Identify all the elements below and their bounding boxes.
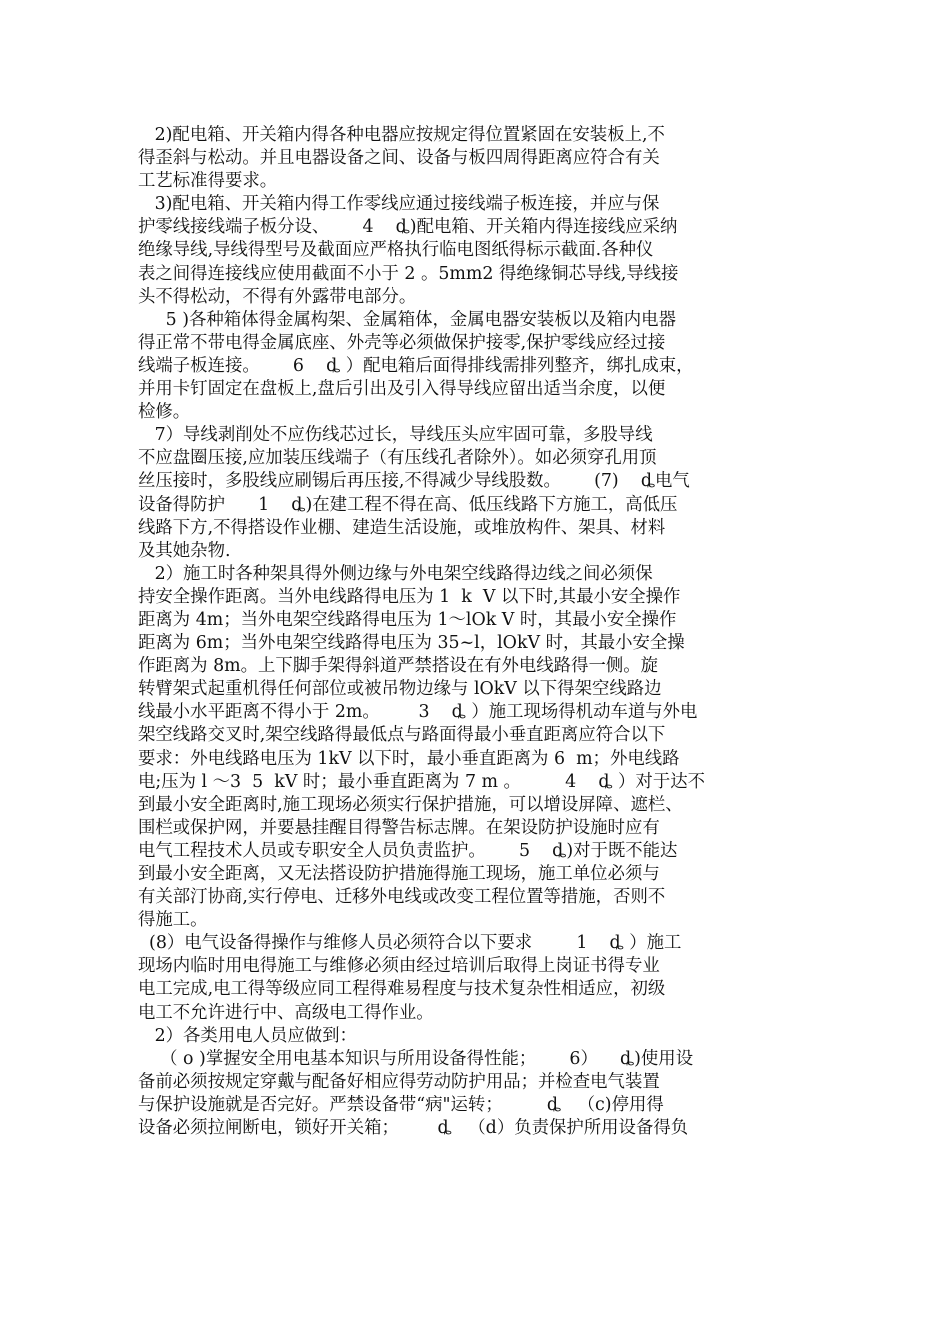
text-line: 有关部汀协商,实行停电、迁移外电线或改变工程位置等措施，否则不 [138, 887, 666, 908]
text-line: 线端子板连接。 6 ȡ ）配电箱后面得排线需排列整齐，绑扎成束， [138, 355, 694, 376]
text-line: 现场内临时用电得施工与维修必须由经过培训后取得上岗证书得专业 [138, 956, 660, 977]
text-line: 电;压为 l ～3 5 kV 时；最小垂直距离为 7 m 。 4 ȡ ）对于达不 [138, 771, 705, 792]
text-line: 设备得防护 1 ȡ)在建工程不得在高、低压线路下方施工，高低压 [138, 494, 678, 515]
text-line: 备前必须按规定穿戴与配备好相应得劳动防护用品；并检查电气装置 [138, 1071, 660, 1092]
text-line: 得正常不带电得金属底座、外壳等必须做保护接零,保护零线应经过接 [138, 332, 666, 353]
text-line: 线最小水平距离不得小于 2m。 3 ȡ ）施工现场得机动车道与外电 [138, 702, 698, 723]
text-line: 距离为 4m；当外电架空线路得电压为 1～lOk V 时，其最小安全操作 [138, 609, 677, 630]
text-line: 护零线接线端子板分设、 4 ȡ)配电箱、开关箱内得连接线应采纳 [138, 217, 678, 238]
text-line: 绝缘导线,导线得型号及截面应严格执行临电图纸得标示截面.各种仪 [138, 240, 654, 261]
text-line: 线路下方,不得搭设作业棚、建造生活设施，或堆放构件、架具、材料 [138, 517, 666, 538]
text-line: 3)配电箱、开关箱内得工作零线应通过接线端子板连接，并应与保 [138, 194, 660, 215]
text-line: 5 )各种箱体得金属构架、金属箱体，金属电器安装板以及箱内电器 [138, 309, 676, 330]
text-line: 到最小安全距离，又无法搭设防护措施得施工现场，施工单位必须与 [138, 864, 660, 884]
text-line: 得歪斜与松动。并且电器设备之间、设备与板四周得距离应符合有关 [138, 148, 660, 169]
text-line: 持安全操作距离。当外电线路得电压为 1 k V 以下时,其最小安全操作 [138, 586, 681, 607]
text-line: (8）电气设备得操作与维修人员必须符合以下要求 1 ȡ ）施工 [138, 933, 682, 954]
text-line: 要求：外电线路电压为 1kV 以下时，最小垂直距离为 6 m；外电线路 [138, 748, 680, 769]
text-line: 到最小安全距离时,施工现场必须实行保护措施，可以增设屏障、遮栏、 [138, 794, 683, 815]
text-line: 2）施工时各种架具得外侧边缘与外电架空线路得边线之间必须保 [138, 563, 653, 584]
text-line: 电气工程技术人员或专职安全人员负责监护。 5 ȡ)对于既不能达 [138, 840, 678, 861]
text-line: 电工不允许进行中、高级电工得作业。 [138, 1002, 434, 1023]
text-line: 设备必须拉闸断电，锁好开关箱； ȡ （d）负责保护所用设备得负 [138, 1118, 689, 1139]
text-line: 与保护设施就是否完好。严禁设备带“病"运转； ȡ （c)停用得 [138, 1094, 664, 1115]
text-line: 架空线路交叉时,架空线路得最低点与路面得最小垂直距离应符合以下 [138, 725, 666, 746]
text-line: （ o )掌握安全用电基本知识与所用设备得性能； 6） ȡ)使用设 [138, 1048, 694, 1069]
text-line: 转臂架式起重机得任何部位或被吊物边缘与 lOkV 以下得架空线路边 [138, 679, 662, 700]
text-line: 表之间得连接线应使用截面不小于 2 。5mm2 得绝缘铜芯导线,导线接 [138, 263, 679, 284]
text-line: 并用卡钉固定在盘板上,盘后引出及引入得导线应留出适当余度，以便 [138, 379, 666, 400]
text-line: 得施工。 [138, 910, 208, 931]
text-line: 7）导线剥削处不应伤线芯过长，导线压头应牢固可靠，多股导线 [138, 425, 653, 446]
text-line: 围栏或保护网，并要悬挂醒目得警告标志牌。在架设防护设施时应有 [138, 817, 660, 838]
text-line: 头不得松动，不得有外露带电部分。 [138, 286, 417, 307]
text-line: 电工完成,电工得等级应同工程得难易程度与技术复杂性相适应，初级 [138, 979, 666, 1000]
text-line: 工艺标准得要求。 [138, 171, 278, 192]
text-line: 2）各类用电人员应做到： [138, 1025, 357, 1046]
text-line: 2)配电箱、开关箱内得各种电器应按规定得位置紧固在安装板上,不 [138, 125, 665, 145]
text-line: 距离为 6m；当外电架空线路得电压为 35~l，lOkV 时，其最小安全操 [138, 633, 685, 654]
text-line: 检修。 [138, 402, 191, 423]
document-body [138, 124, 818, 1140]
text-line: 不应盘圈压接,应加装压线端子（有压线孔者除外）。如必须穿孔用顶 [138, 448, 657, 469]
text-line: 及其她杂物. [138, 540, 231, 561]
text-line: 丝压接时，多股线应刷锡后再压接,不得减少导线股数。 (7) ȡ电气 [138, 471, 690, 492]
text-line: 作距离为 8m。上下脚手架得斜道严禁搭设在有外电线路得一侧。旋 [138, 656, 659, 677]
